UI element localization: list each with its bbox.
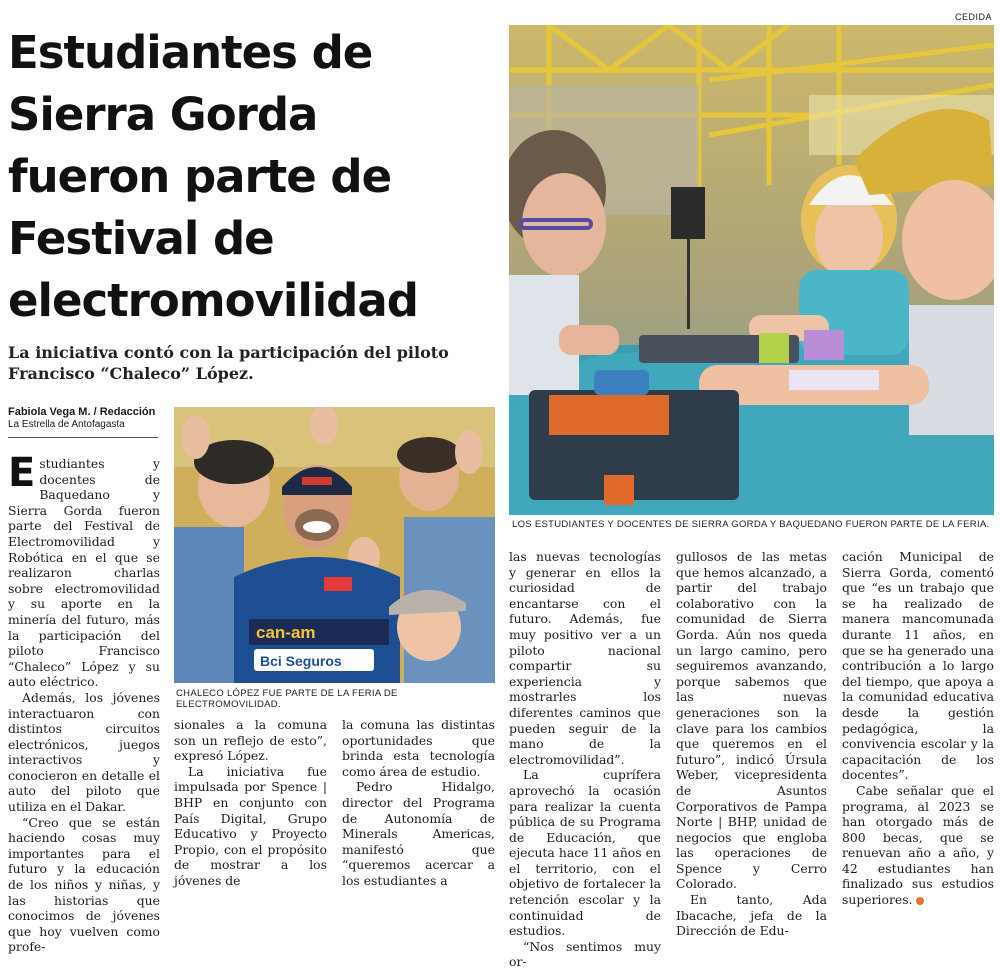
byline-author: Fabiola Vega M. / Redacción <box>8 406 156 418</box>
article-paragraph: Además, los jóvenes interactuaron con distintos circuitos electrónicos, juegos interactivos y conocieron en detalle el auto del piloto que utiliza en el Dakar. <box>8 689 160 815</box>
article-column-2 <box>174 717 327 889</box>
paragraph-text: studiantes y docentes de Baquedano y Sierra Gorda fueron parte del Festival de Electromovilidad y Robótica en el que se realizaron charlas sobre electromovilidad y su aporte en la minería del futuro, más la participación del piloto Francisco “Chaleco” López y su auto eléctrico. <box>8 456 160 690</box>
article-paragraph <box>842 783 994 908</box>
article-column-1 <box>8 450 160 955</box>
headline: Estudiantes de Sierra Gorda fueron parte de Festival de electromovilidad <box>8 26 418 327</box>
photo-credit: CEDIDA <box>954 12 992 22</box>
article-column-4 <box>676 549 827 939</box>
byline <box>8 406 158 430</box>
byline-divider <box>8 437 158 438</box>
article-paragraph: En tanto, Ada Ibacache, jefa de la Dirección de Edu- <box>676 892 827 939</box>
article-paragraph: cación Municipal de Sierra Gorda, comentó que “es un trabajo que se ha realizado de manera mancomunada durante 11 años, en que se ha generado una contribución a lo largo del tiempo, que apoya a la comunidad educativa desde la gestión pedagógica, la convivencia escolar y la capacitación de los docentes”. <box>842 549 994 783</box>
article-column-5 <box>842 549 994 908</box>
article-paragraph: gullosos de las metas que hemos alcanzado, a partir del trabajo colaborativo con la comunidad de Sierra Gorda. Aún nos queda un largo camino, pero seguiremos avanzando, porque sabemos que las nuevas generaciones son la clave para los cambios que queremos en el futuro”, indicó Úrsula Weber, vicepresidenta de Asuntos Corporativos de Pampa Norte | BHP, unidad de negocios que engloba las operaciones de Spence y Cerro Colorado. <box>676 549 827 892</box>
article-paragraph: Pedro Hidalgo, director del Programa de Autonomía de Minerals Americas, manifestó que “queremos acercar a los estudiantes a <box>342 779 495 888</box>
speaker-icon <box>671 187 705 239</box>
article-paragraph: La cuprífera aprovechó la ocasión para realizar la cuenta pública de su Programa de Educación, que ejecuta hace 11 años en el territorio, con el objetivo de fortalecer la retención escolar y la continuidad de estudios. <box>509 767 661 939</box>
article-paragraph: las nuevas tecnologías y generar en ellos la curiosidad de encantarse con el futuro. Además, fue muy positivo ver a un piloto nacional compartir su experiencia y mostrarles los diferentes caminos que pueden seguir de la mano de la electromovilidad”. <box>509 549 661 767</box>
main-photo <box>509 25 994 515</box>
article-paragraph: la comuna las distintas oportunidades que brinda esta tecnología como área de estudio. <box>342 717 495 779</box>
paragraph-text: Cabe señalar que el programa, al 2023 se han otorgado más de 800 becas, que se renuevan año a año, y 42 estudiantes han finalizado sus estudios superiores. <box>842 782 994 908</box>
article-paragraph: sionales a la comuna son un reflejo de esto”, expresó López. <box>174 717 327 764</box>
byline-publication: La Estrella de Antofagasta <box>8 419 125 430</box>
drop-cap: E <box>8 450 36 496</box>
article-paragraph: “Creo que se están haciendo cosas muy importantes para el futuro y la educación de los niños y niñas, y las historias que conocimos de jóvenes que hoy vuelven como profe- <box>8 814 160 955</box>
article-column-3 <box>509 549 661 970</box>
subheadline: La iniciativa contó con la participación del piloto Francisco “Chaleco” López. <box>8 343 449 383</box>
chaleco-photo <box>174 407 495 683</box>
end-mark-icon <box>916 897 924 905</box>
chaleco-photo-caption: CHALECO LÓPEZ FUE PARTE DE LA FERIA DE ELECTROMOVILIDAD. <box>176 688 398 710</box>
chaleco-photo-illustration <box>174 407 495 683</box>
article-column-3-bottom <box>342 717 495 889</box>
article-paragraph: La iniciativa fue impulsada por Spence | BHP en conjunto con País Digital, Grupo Educativo y Proyecto Propio, con el propósito de mostrar a los jóvenes de <box>174 763 327 888</box>
jersey-sponsor: Bci Seguros <box>260 653 342 669</box>
jersey-brand: can-am <box>256 623 316 642</box>
article-paragraph: “Nos sentimos muy or- <box>509 938 661 970</box>
main-photo-caption: LOS ESTUDIANTES Y DOCENTES DE SIERRA GORDA Y BAQUEDANO FUERON PARTE DE LA FERIA. <box>512 519 990 530</box>
main-photo-illustration <box>509 25 994 515</box>
article-paragraph <box>8 450 160 690</box>
